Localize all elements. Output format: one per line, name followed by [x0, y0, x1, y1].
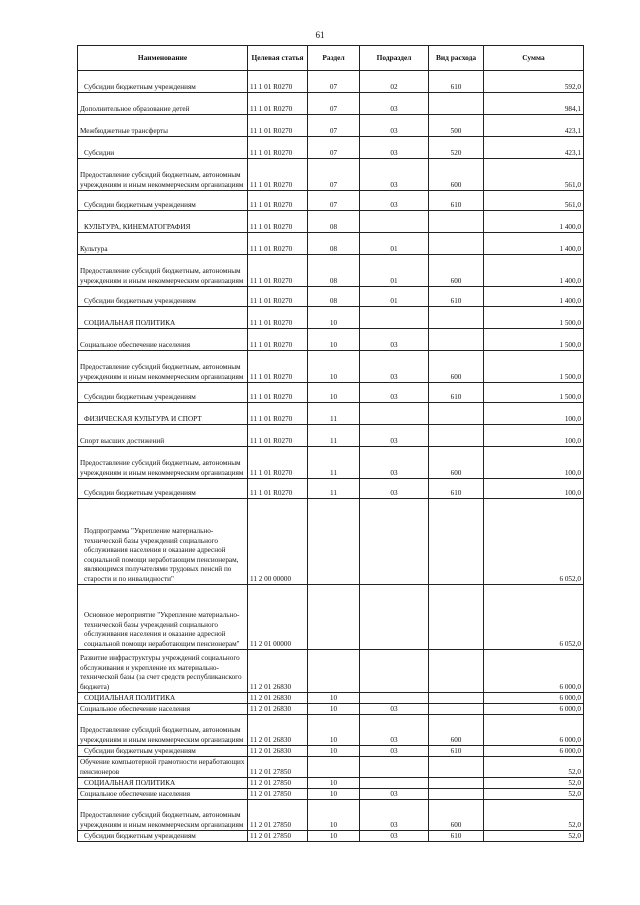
table-row — [78, 233, 584, 255]
cell-amount: 6 052,0 — [484, 585, 584, 650]
table-row — [78, 211, 584, 233]
table-row — [78, 71, 584, 93]
row-name-text: Социальное обеспечение населения — [80, 340, 191, 349]
cell-name — [78, 287, 248, 307]
cell-subsection — [360, 778, 429, 789]
row-name-text: КУЛЬТУРА, КИНЕМАТОГРАФИЯ — [84, 222, 191, 231]
table-row — [78, 831, 584, 842]
table-row — [78, 447, 584, 479]
cell-amount: 52,0 — [484, 831, 584, 842]
cell-expense-type — [429, 704, 484, 715]
cell-amount: 52,0 — [484, 778, 584, 789]
table-row — [78, 778, 584, 789]
row-name-text: Межбюджетные трансферты — [80, 126, 168, 135]
cell-name — [78, 585, 248, 650]
table-header-row — [78, 46, 584, 71]
cell-subsection — [360, 585, 429, 650]
cell-amount: 52,0 — [484, 800, 584, 831]
table-row — [78, 789, 584, 800]
cell-name — [78, 746, 248, 757]
cell-subsection: 03 — [360, 93, 429, 115]
cell-section: 08 — [308, 287, 360, 307]
cell-section: 10 — [308, 704, 360, 715]
cell-expense-type — [429, 499, 484, 585]
row-name-text: Предоставление субсидий бюджетным, автономным учреждениям и иным некоммерческим организациям — [80, 811, 244, 829]
cell-article: 11 1 01 R0270 — [248, 447, 308, 479]
cell-expense-type — [429, 757, 484, 778]
cell-section: 08 — [308, 233, 360, 255]
cell-section: 08 — [308, 211, 360, 233]
cell-article: 11 2 01 26830 — [248, 704, 308, 715]
cell-subsection: 01 — [360, 233, 429, 255]
cell-amount: 1 500,0 — [484, 383, 584, 403]
header-amount: Сумма — [484, 46, 584, 71]
cell-amount: 100,0 — [484, 447, 584, 479]
cell-expense-type: 610 — [429, 287, 484, 307]
cell-subsection — [360, 499, 429, 585]
table-row — [78, 307, 584, 329]
row-name-text: Предоставление субсидий бюджетным, автономным учреждениям и иным некоммерческим организациям — [80, 171, 244, 189]
table-row — [78, 585, 584, 650]
cell-expense-type — [429, 650, 484, 693]
cell-name — [78, 71, 248, 93]
table-row — [78, 499, 584, 585]
cell-amount: 1 400,0 — [484, 233, 584, 255]
table-row — [78, 425, 584, 447]
cell-article: 11 1 01 R0270 — [248, 211, 308, 233]
row-name-text: Предоставление субсидий бюджетным, автономным учреждениям и иным некоммерческим организациям — [80, 267, 244, 285]
cell-name — [78, 789, 248, 800]
cell-subsection: 03 — [360, 383, 429, 403]
cell-section: 10 — [308, 831, 360, 842]
cell-expense-type: 610 — [429, 479, 484, 499]
table-row — [78, 137, 584, 159]
cell-section: 10 — [308, 351, 360, 383]
table-row — [78, 704, 584, 715]
cell-name — [78, 800, 248, 831]
table-row — [78, 746, 584, 757]
header-article: Целевая статья — [248, 46, 308, 71]
cell-section — [308, 585, 360, 650]
row-name-text: Подпрограмма "Укрепление материально-технической базы учреждений социального обслуживания населения и оказание адресной социальной помощи неработающим пенсионерам, являющимся получателями трудовых пенсий по старости и по инвалидности" — [84, 527, 239, 583]
cell-name — [78, 115, 248, 137]
cell-subsection: 03 — [360, 800, 429, 831]
cell-article: 11 1 01 R0270 — [248, 479, 308, 499]
table-row — [78, 329, 584, 351]
row-name-text: Спорт высших достижений — [80, 436, 165, 445]
cell-expense-type: 520 — [429, 137, 484, 159]
cell-article: 11 1 01 R0270 — [248, 425, 308, 447]
cell-expense-type: 610 — [429, 191, 484, 211]
cell-article: 11 1 01 R0270 — [248, 93, 308, 115]
cell-amount: 52,0 — [484, 789, 584, 800]
cell-name — [78, 447, 248, 479]
cell-section: 10 — [308, 383, 360, 403]
cell-section: 10 — [308, 307, 360, 329]
cell-subsection: 03 — [360, 715, 429, 746]
cell-expense-type — [429, 403, 484, 425]
table-row — [78, 693, 584, 704]
cell-expense-type — [429, 307, 484, 329]
cell-amount: 1 400,0 — [484, 211, 584, 233]
cell-name — [78, 383, 248, 403]
header-name: Наименование — [78, 46, 248, 71]
cell-article: 11 2 01 00000 — [248, 585, 308, 650]
cell-name — [78, 650, 248, 693]
cell-section — [308, 757, 360, 778]
cell-article: 11 1 01 R0270 — [248, 233, 308, 255]
row-name-text: Социальное обеспечение населения — [80, 704, 191, 713]
cell-name — [78, 479, 248, 499]
cell-amount: 100,0 — [484, 403, 584, 425]
cell-subsection: 03 — [360, 137, 429, 159]
row-name-text: Основное мероприятие "Укрепление материально-технической базы учреждений социального обслуживания населения и оказание адресной социальной помощи неработающим пенсионерам" — [84, 611, 240, 648]
cell-subsection: 03 — [360, 191, 429, 211]
cell-article: 11 1 01 R0270 — [248, 351, 308, 383]
cell-section: 11 — [308, 479, 360, 499]
row-name-text: Субсидии бюджетным учреждениям — [84, 831, 196, 840]
cell-expense-type — [429, 789, 484, 800]
table-row — [78, 191, 584, 211]
cell-name — [78, 191, 248, 211]
cell-subsection: 02 — [360, 71, 429, 93]
cell-expense-type: 500 — [429, 115, 484, 137]
row-name-text: ФИЗИЧЕСКАЯ КУЛЬТУРА И СПОРТ — [84, 414, 202, 423]
cell-section: 11 — [308, 425, 360, 447]
cell-amount: 1 500,0 — [484, 329, 584, 351]
row-name-text: Субсидии бюджетным учреждениям — [84, 746, 196, 755]
cell-expense-type: 600 — [429, 159, 484, 191]
cell-section: 07 — [308, 191, 360, 211]
cell-amount: 423,1 — [484, 137, 584, 159]
cell-subsection — [360, 650, 429, 693]
cell-subsection — [360, 693, 429, 704]
cell-section: 07 — [308, 137, 360, 159]
cell-subsection: 03 — [360, 479, 429, 499]
cell-article: 11 1 01 R0270 — [248, 287, 308, 307]
row-name-text: Субсидии — [84, 148, 115, 157]
cell-subsection: 03 — [360, 329, 429, 351]
table-row — [78, 383, 584, 403]
cell-name — [78, 693, 248, 704]
cell-subsection: 03 — [360, 159, 429, 191]
cell-subsection — [360, 757, 429, 778]
table-row — [78, 159, 584, 191]
cell-article: 11 1 01 R0270 — [248, 403, 308, 425]
cell-amount: 423,1 — [484, 115, 584, 137]
table-row — [78, 93, 584, 115]
cell-expense-type: 600 — [429, 715, 484, 746]
cell-amount: 6 000,0 — [484, 715, 584, 746]
row-name-text: СОЦИАЛЬНАЯ ПОЛИТИКА — [84, 318, 176, 327]
cell-amount: 1 500,0 — [484, 351, 584, 383]
cell-expense-type: 600 — [429, 447, 484, 479]
cell-article: 11 2 01 26830 — [248, 746, 308, 757]
cell-article: 11 2 01 27850 — [248, 778, 308, 789]
cell-article: 11 1 01 R0270 — [248, 71, 308, 93]
cell-subsection: 03 — [360, 789, 429, 800]
cell-subsection: 03 — [360, 425, 429, 447]
cell-article: 11 1 01 R0270 — [248, 307, 308, 329]
cell-expense-type — [429, 329, 484, 351]
cell-expense-type — [429, 778, 484, 789]
cell-expense-type — [429, 693, 484, 704]
cell-article: 11 2 00 00000 — [248, 499, 308, 585]
cell-expense-type: 610 — [429, 71, 484, 93]
cell-article: 11 1 01 R0270 — [248, 137, 308, 159]
cell-article: 11 1 01 R0270 — [248, 255, 308, 287]
table-row — [78, 650, 584, 693]
cell-amount: 6 000,0 — [484, 693, 584, 704]
cell-expense-type — [429, 93, 484, 115]
table-row — [78, 757, 584, 778]
cell-amount: 100,0 — [484, 425, 584, 447]
row-name-text: Обучение компьютерной грамотности неработающих пенсионеров — [80, 758, 245, 776]
cell-amount: 6 000,0 — [484, 650, 584, 693]
cell-article: 11 2 01 27850 — [248, 831, 308, 842]
cell-section: 10 — [308, 778, 360, 789]
cell-article: 11 1 01 R0270 — [248, 115, 308, 137]
cell-section: 10 — [308, 746, 360, 757]
row-name-text: Предоставление субсидий бюджетным, автономным учреждениям и иным некоммерческим организациям — [80, 459, 244, 477]
header-expense-type: Вид расхода — [429, 46, 484, 71]
cell-article: 11 2 01 27850 — [248, 757, 308, 778]
cell-expense-type: 610 — [429, 746, 484, 757]
cell-section: 07 — [308, 159, 360, 191]
cell-name — [78, 778, 248, 789]
cell-section: 07 — [308, 93, 360, 115]
cell-article: 11 1 01 R0270 — [248, 329, 308, 351]
cell-name — [78, 137, 248, 159]
cell-name — [78, 351, 248, 383]
cell-article: 11 1 01 R0270 — [248, 383, 308, 403]
cell-article: 11 2 01 26830 — [248, 650, 308, 693]
cell-name — [78, 715, 248, 746]
row-name-text: СОЦИАЛЬНАЯ ПОЛИТИКА — [84, 693, 176, 702]
cell-name — [78, 403, 248, 425]
cell-subsection: 01 — [360, 255, 429, 287]
cell-subsection: 03 — [360, 704, 429, 715]
cell-name — [78, 329, 248, 351]
table-row — [78, 287, 584, 307]
header-section: Раздел — [308, 46, 360, 71]
cell-subsection: 03 — [360, 447, 429, 479]
table-row — [78, 255, 584, 287]
row-name-text: Субсидии бюджетным учреждениям — [84, 488, 196, 497]
cell-amount: 561,0 — [484, 159, 584, 191]
cell-section — [308, 650, 360, 693]
cell-name — [78, 211, 248, 233]
row-name-text: Субсидии бюджетным учреждениям — [84, 82, 196, 91]
table-row — [78, 403, 584, 425]
table-row — [78, 800, 584, 831]
cell-expense-type: 600 — [429, 800, 484, 831]
cell-section — [308, 499, 360, 585]
cell-subsection: 01 — [360, 287, 429, 307]
cell-amount: 984,1 — [484, 93, 584, 115]
cell-subsection — [360, 307, 429, 329]
header-subsection: Подраздел — [360, 46, 429, 71]
cell-subsection: 03 — [360, 351, 429, 383]
cell-amount: 1 400,0 — [484, 287, 584, 307]
cell-subsection — [360, 403, 429, 425]
cell-expense-type: 610 — [429, 831, 484, 842]
row-name-text: Субсидии бюджетным учреждениям — [84, 392, 196, 401]
table-row — [78, 479, 584, 499]
cell-amount: 6 000,0 — [484, 704, 584, 715]
row-name-text: Социальное обеспечение населения — [80, 789, 191, 798]
cell-expense-type: 610 — [429, 383, 484, 403]
cell-expense-type: 600 — [429, 351, 484, 383]
cell-section: 10 — [308, 693, 360, 704]
row-name-text: Предоставление субсидий бюджетным, автономным учреждениям и иным некоммерческим организациям — [80, 726, 244, 744]
row-name-text: Дополнительное образование детей — [80, 104, 190, 113]
table-row — [78, 715, 584, 746]
cell-name — [78, 159, 248, 191]
cell-article: 11 2 01 26830 — [248, 715, 308, 746]
page-number: 61 — [315, 30, 325, 40]
cell-name — [78, 233, 248, 255]
row-name-text: Предоставление субсидий бюджетным, автономным учреждениям и иным некоммерческим организациям — [80, 363, 244, 381]
cell-name — [78, 425, 248, 447]
cell-amount: 6 052,0 — [484, 499, 584, 585]
cell-expense-type — [429, 233, 484, 255]
row-name-text: Субсидии бюджетным учреждениям — [84, 296, 196, 305]
cell-amount: 6 000,0 — [484, 746, 584, 757]
cell-section: 10 — [308, 715, 360, 746]
table-row — [78, 115, 584, 137]
cell-article: 11 1 01 R0270 — [248, 191, 308, 211]
cell-section: 11 — [308, 447, 360, 479]
row-name-text: Развитие инфраструктуры учреждений социального обслуживания и укрепление их материально-технической базы (за счет средств республиканского бюджета) — [80, 654, 242, 691]
cell-subsection — [360, 211, 429, 233]
budget-table — [77, 45, 584, 842]
cell-article: 11 2 01 27850 — [248, 789, 308, 800]
cell-article: 11 1 01 R0270 — [248, 159, 308, 191]
cell-section: 11 — [308, 403, 360, 425]
cell-section: 07 — [308, 71, 360, 93]
cell-amount: 561,0 — [484, 191, 584, 211]
cell-subsection: 03 — [360, 746, 429, 757]
cell-expense-type — [429, 585, 484, 650]
table-row — [78, 351, 584, 383]
cell-article: 11 2 01 27850 — [248, 800, 308, 831]
cell-section: 07 — [308, 115, 360, 137]
cell-section: 08 — [308, 255, 360, 287]
cell-amount: 1 500,0 — [484, 307, 584, 329]
cell-name — [78, 757, 248, 778]
row-name-text: Культура — [80, 244, 108, 253]
row-name-text: СОЦИАЛЬНАЯ ПОЛИТИКА — [84, 778, 176, 787]
cell-expense-type: 600 — [429, 255, 484, 287]
cell-name — [78, 704, 248, 715]
cell-subsection: 03 — [360, 831, 429, 842]
cell-section: 10 — [308, 329, 360, 351]
cell-amount: 1 400,0 — [484, 255, 584, 287]
cell-name — [78, 307, 248, 329]
cell-section: 10 — [308, 800, 360, 831]
cell-name — [78, 255, 248, 287]
cell-expense-type — [429, 211, 484, 233]
cell-subsection: 03 — [360, 115, 429, 137]
cell-amount: 100,0 — [484, 479, 584, 499]
cell-name — [78, 93, 248, 115]
cell-amount: 52,0 — [484, 757, 584, 778]
cell-section: 10 — [308, 789, 360, 800]
cell-article: 11 2 01 26830 — [248, 693, 308, 704]
cell-expense-type — [429, 425, 484, 447]
row-name-text: Субсидии бюджетным учреждениям — [84, 200, 196, 209]
cell-name — [78, 499, 248, 585]
cell-amount: 592,0 — [484, 71, 584, 93]
cell-name — [78, 831, 248, 842]
